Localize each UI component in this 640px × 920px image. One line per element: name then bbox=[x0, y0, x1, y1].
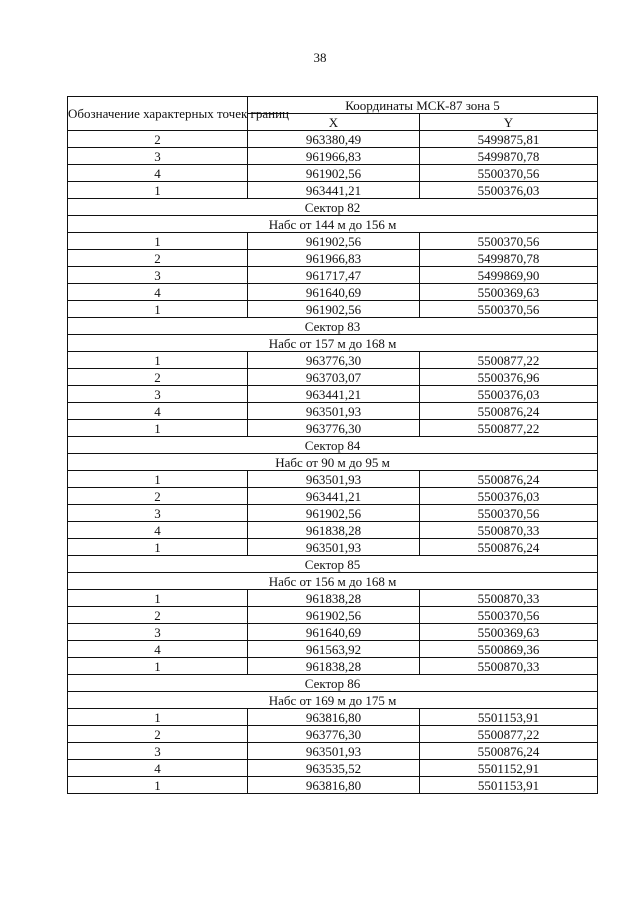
x-value: 961838,28 bbox=[248, 658, 420, 675]
header-x: X bbox=[248, 114, 420, 131]
y-value: 5500870,33 bbox=[420, 658, 598, 675]
section-row bbox=[68, 199, 598, 216]
x-value: 961563,92 bbox=[248, 641, 420, 658]
x-value: 961838,28 bbox=[248, 522, 420, 539]
table-row bbox=[68, 267, 598, 284]
point-number: 1 bbox=[68, 590, 248, 607]
point-number: 4 bbox=[68, 403, 248, 420]
x-value: 963703,07 bbox=[248, 369, 420, 386]
table-row bbox=[68, 607, 598, 624]
y-value: 5499870,78 bbox=[420, 250, 598, 267]
y-value: 5500370,56 bbox=[420, 607, 598, 624]
header-coordinate-system: Координаты МСК-87 зона 5 bbox=[248, 97, 598, 114]
section-row bbox=[68, 437, 598, 454]
x-value: 961902,56 bbox=[248, 301, 420, 318]
table-row bbox=[68, 352, 598, 369]
point-number: 1 bbox=[68, 658, 248, 675]
x-value: 963441,21 bbox=[248, 386, 420, 403]
point-number: 2 bbox=[68, 131, 248, 148]
point-number: 3 bbox=[68, 148, 248, 165]
point-number: 2 bbox=[68, 607, 248, 624]
section-row bbox=[68, 318, 598, 335]
x-value: 961902,56 bbox=[248, 607, 420, 624]
y-value: 5499870,78 bbox=[420, 148, 598, 165]
x-value: 961902,56 bbox=[248, 505, 420, 522]
section-label: Сектор 82 bbox=[68, 199, 598, 216]
x-value: 963776,30 bbox=[248, 420, 420, 437]
y-value: 5500876,24 bbox=[420, 539, 598, 556]
y-value: 5500369,63 bbox=[420, 624, 598, 641]
point-number: 1 bbox=[68, 233, 248, 250]
point-number: 1 bbox=[68, 709, 248, 726]
table-row bbox=[68, 726, 598, 743]
x-value: 961838,28 bbox=[248, 590, 420, 607]
y-value: 5500870,33 bbox=[420, 522, 598, 539]
x-value: 961966,83 bbox=[248, 250, 420, 267]
section-row bbox=[68, 216, 598, 233]
y-value: 5500376,96 bbox=[420, 369, 598, 386]
point-number: 2 bbox=[68, 488, 248, 505]
point-number: 1 bbox=[68, 182, 248, 199]
table-row bbox=[68, 403, 598, 420]
y-value: 5500877,22 bbox=[420, 726, 598, 743]
y-value: 5500877,22 bbox=[420, 420, 598, 437]
point-number: 1 bbox=[68, 471, 248, 488]
x-value: 963535,52 bbox=[248, 760, 420, 777]
x-value: 961640,69 bbox=[248, 284, 420, 301]
y-value: 5500876,24 bbox=[420, 471, 598, 488]
table-row bbox=[68, 709, 598, 726]
section-label: Сектор 84 bbox=[68, 437, 598, 454]
table-row bbox=[68, 760, 598, 777]
y-value: 5500376,03 bbox=[420, 488, 598, 505]
x-value: 963380,49 bbox=[248, 131, 420, 148]
table-row bbox=[68, 284, 598, 301]
table-row bbox=[68, 522, 598, 539]
table-row bbox=[68, 590, 598, 607]
table-row bbox=[68, 420, 598, 437]
x-value: 963441,21 bbox=[248, 182, 420, 199]
point-number: 4 bbox=[68, 284, 248, 301]
y-value: 5500376,03 bbox=[420, 386, 598, 403]
y-value: 5500877,22 bbox=[420, 352, 598, 369]
point-number: 4 bbox=[68, 641, 248, 658]
table-row bbox=[68, 641, 598, 658]
y-value: 5500876,24 bbox=[420, 743, 598, 760]
header-y: Y bbox=[420, 114, 598, 131]
table-row bbox=[68, 233, 598, 250]
table-row bbox=[68, 250, 598, 267]
y-value: 5500370,56 bbox=[420, 301, 598, 318]
point-number: 3 bbox=[68, 505, 248, 522]
x-value: 963441,21 bbox=[248, 488, 420, 505]
point-number: 3 bbox=[68, 386, 248, 403]
section-label: Набс от 169 м до 175 м bbox=[68, 692, 598, 709]
point-number: 2 bbox=[68, 250, 248, 267]
x-value: 961966,83 bbox=[248, 148, 420, 165]
point-number: 4 bbox=[68, 522, 248, 539]
table-row bbox=[68, 471, 598, 488]
point-number: 3 bbox=[68, 624, 248, 641]
point-number: 4 bbox=[68, 165, 248, 182]
y-value: 5501153,91 bbox=[420, 777, 598, 794]
x-value: 963501,93 bbox=[248, 539, 420, 556]
y-value: 5500876,24 bbox=[420, 403, 598, 420]
section-row bbox=[68, 556, 598, 573]
x-value: 963776,30 bbox=[248, 726, 420, 743]
section-label: Сектор 86 bbox=[68, 675, 598, 692]
x-value: 963816,80 bbox=[248, 709, 420, 726]
point-number: 3 bbox=[68, 743, 248, 760]
point-number: 2 bbox=[68, 726, 248, 743]
y-value: 5500369,63 bbox=[420, 284, 598, 301]
y-value: 5501153,91 bbox=[420, 709, 598, 726]
header-points: Обозначение характерных точек границ bbox=[68, 97, 248, 131]
x-value: 961640,69 bbox=[248, 624, 420, 641]
point-number: 2 bbox=[68, 369, 248, 386]
point-number: 1 bbox=[68, 301, 248, 318]
point-number: 1 bbox=[68, 352, 248, 369]
x-value: 963776,30 bbox=[248, 352, 420, 369]
point-number: 1 bbox=[68, 420, 248, 437]
y-value: 5500869,36 bbox=[420, 641, 598, 658]
section-row bbox=[68, 454, 598, 471]
table-row bbox=[68, 165, 598, 182]
table-row bbox=[68, 658, 598, 675]
y-value: 5499875,81 bbox=[420, 131, 598, 148]
x-value: 961717,47 bbox=[248, 267, 420, 284]
point-number: 1 bbox=[68, 777, 248, 794]
table-body bbox=[68, 131, 598, 794]
table-row bbox=[68, 301, 598, 318]
page-number: 38 bbox=[313, 50, 327, 65]
table-row bbox=[68, 131, 598, 148]
table-row bbox=[68, 743, 598, 760]
point-number: 4 bbox=[68, 760, 248, 777]
table-row bbox=[68, 505, 598, 522]
section-row bbox=[68, 675, 598, 692]
section-row bbox=[68, 335, 598, 352]
y-value: 5500370,56 bbox=[420, 505, 598, 522]
point-number: 1 bbox=[68, 539, 248, 556]
table-row bbox=[68, 182, 598, 199]
section-label: Набс от 90 м до 95 м bbox=[68, 454, 598, 471]
y-value: 5500370,56 bbox=[420, 165, 598, 182]
point-number: 3 bbox=[68, 267, 248, 284]
section-label: Набс от 144 м до 156 м bbox=[68, 216, 598, 233]
section-row bbox=[68, 573, 598, 590]
coordinates-table bbox=[67, 96, 598, 794]
table-row bbox=[68, 539, 598, 556]
y-value: 5500376,03 bbox=[420, 182, 598, 199]
table-row bbox=[68, 369, 598, 386]
table-row bbox=[68, 386, 598, 403]
x-value: 961902,56 bbox=[248, 165, 420, 182]
section-label: Набс от 157 м до 168 м bbox=[68, 335, 598, 352]
y-value: 5499869,90 bbox=[420, 267, 598, 284]
table-row bbox=[68, 488, 598, 505]
section-label: Сектор 83 bbox=[68, 318, 598, 335]
x-value: 961902,56 bbox=[248, 233, 420, 250]
y-value: 5501152,91 bbox=[420, 760, 598, 777]
section-label: Набс от 156 м до 168 м bbox=[68, 573, 598, 590]
y-value: 5500370,56 bbox=[420, 233, 598, 250]
section-label: Сектор 85 bbox=[68, 556, 598, 573]
x-value: 963501,93 bbox=[248, 471, 420, 488]
x-value: 963501,93 bbox=[248, 403, 420, 420]
y-value: 5500870,33 bbox=[420, 590, 598, 607]
table-row bbox=[68, 148, 598, 165]
section-row bbox=[68, 692, 598, 709]
table-row bbox=[68, 624, 598, 641]
x-value: 963501,93 bbox=[248, 743, 420, 760]
x-value: 963816,80 bbox=[248, 777, 420, 794]
table-row bbox=[68, 777, 598, 794]
